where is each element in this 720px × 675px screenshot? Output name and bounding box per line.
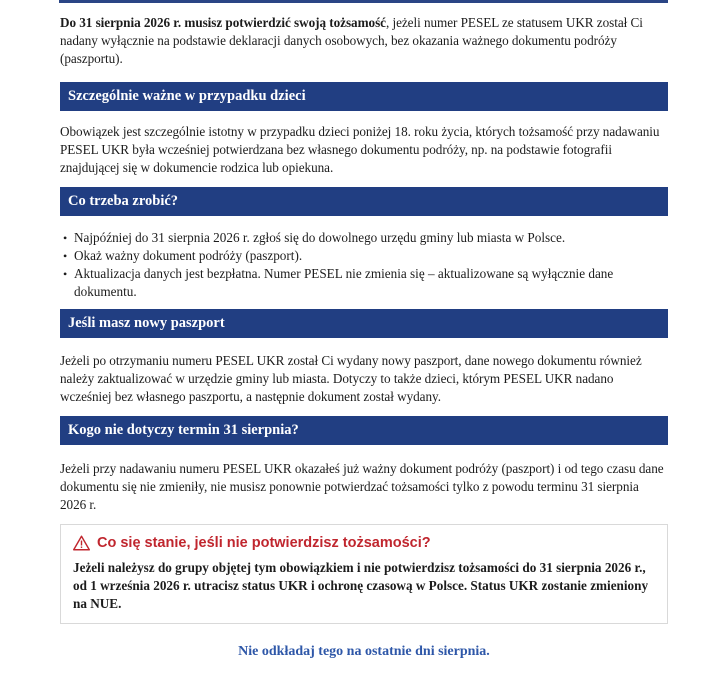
document-page bbox=[60, 14, 668, 660]
bullet-icon: • bbox=[63, 231, 68, 245]
intro-rest: , jeżeli numer PESEL ze statusem UKR został Ci nadany wyłącznie na podstawie deklaracji danych osobowych, bez okazania ważnego dokumentu podróży (paszportu). bbox=[60, 15, 643, 66]
list-item-text: Najpóźniej do 31 sierpnia 2026 r. zgłoś się do dowolnego urzędu gminy lub miasta w Polsce. bbox=[74, 230, 566, 245]
list-item bbox=[60, 229, 668, 247]
list-item-text: Okaż ważny dokument podróży (paszport). bbox=[74, 248, 303, 263]
warning-triangle-icon bbox=[73, 535, 90, 551]
list-item bbox=[60, 265, 668, 301]
top-rule bbox=[59, 0, 668, 3]
warning-body: Jeżeli należysz do grupy objętej tym obowiązkiem i nie potwierdzisz tożsamości do 31 sierpnia 2026 r., od 1 września 2026 r. utracisz status UKR i ochronę czasową w Polsce. Status UKR zostanie zmieniony na NUE. bbox=[73, 560, 649, 611]
warning-title: Co się stanie, jeśli nie potwierdzisz tożsamości? bbox=[97, 535, 431, 551]
warning-title-row bbox=[73, 533, 655, 553]
children-paragraph: Obowiązek jest szczególnie istotny w przypadku dzieci poniżej 18. roku życia, których tożsamość przy nadawaniu PESEL UKR była wcześniej potwierdzana bez własnego dokumentu podróży, np. na podstawie fotografii znajdującej się w dokumencie rodzica lub opiekuna. bbox=[60, 124, 660, 175]
section-heading-todo: Co trzeba zrobić? bbox=[60, 187, 668, 216]
bullet-icon: • bbox=[63, 267, 68, 281]
todo-list bbox=[60, 229, 668, 301]
footer-note: Nie odkładaj tego na ostatnie dni sierpnia. bbox=[238, 644, 490, 659]
list-item-text: Aktualizacja danych jest bezpłatna. Numer PESEL nie zmienia się – aktualizowane są wyłącznie dane dokumentu. bbox=[74, 266, 614, 299]
intro-bold-lead: Do 31 sierpnia 2026 r. musisz potwierdzić swoją tożsamość bbox=[60, 15, 386, 30]
section-heading-children: Szczególnie ważne w przypadku dzieci bbox=[60, 82, 668, 111]
intro-paragraph bbox=[60, 14, 668, 68]
new-passport-paragraph: Jeżeli po otrzymaniu numeru PESEL UKR został Ci wydany nowy paszport, dane nowego dokumentu również należy zaktualizować w urzędzie gminy lub miasta. Dotyczy to także dzieci, którym PESEL UKR nadano wcześniej bez własnego paszportu, a następnie dokument został wydany. bbox=[60, 353, 642, 404]
not-applicable-paragraph: Jeżeli przy nadawaniu numeru PESEL UKR okazałeś już ważny dokument podróży (paszport) i od tego czasu dane dokumentu się nie zmieniły, nie musisz ponownie potwierdzać tożsamości tylko z powodu terminu 31 sierpnia 2026 r. bbox=[60, 461, 664, 512]
bullet-icon: • bbox=[63, 249, 68, 263]
list-item bbox=[60, 247, 668, 265]
warning-box bbox=[60, 524, 668, 624]
section-heading-new-passport: Jeśli masz nowy paszport bbox=[60, 309, 668, 338]
section-heading-not-applicable: Kogo nie dotyczy termin 31 sierpnia? bbox=[60, 416, 668, 445]
